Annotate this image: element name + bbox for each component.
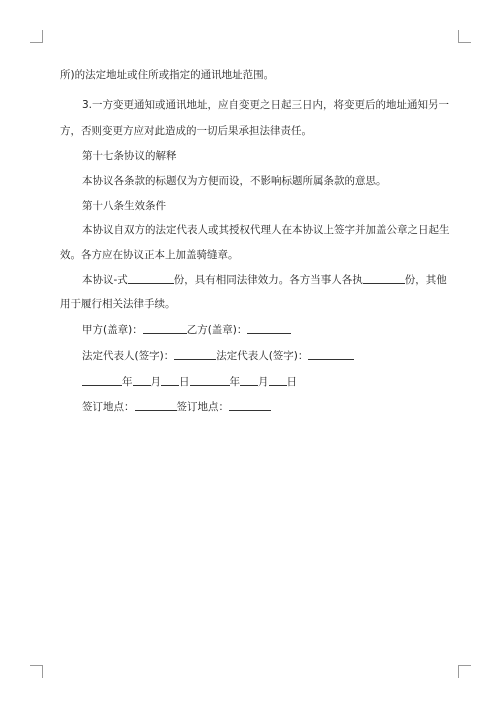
signing-place-line [82, 400, 271, 414]
month-label: 月 [258, 376, 269, 388]
rep-b-label: 法定代表人(签字)： [216, 350, 309, 362]
copies-each-blank [363, 273, 405, 284]
representative-line [82, 349, 354, 363]
text-line: 本协议各条款的标题仅为方便而设，不影响标题所属条款的意思。 [82, 175, 387, 187]
party-a-seal-blank [143, 323, 187, 334]
seal-line [82, 323, 291, 337]
party-b-seal-blank [247, 323, 291, 334]
date-line [82, 375, 297, 389]
page-corner-mark-bottom-left [30, 665, 43, 678]
party-a-seal-label: 甲方(盖章)： [82, 324, 143, 336]
text-line: 方，否则变更方应对此造成的一切后果承担法律责任。 [60, 125, 312, 137]
year-a-blank [82, 375, 122, 386]
copies-text-1: 本协议-式 [82, 274, 128, 286]
rep-a-blank [174, 349, 216, 360]
copies-text-3: 份，其他 [404, 274, 447, 286]
year-b-blank [190, 375, 230, 386]
text-line: 本协议自双方的法定代表人或其授权代理人在本协议上签字并加盖公章之日起生 [82, 224, 450, 236]
text-line: 所)的法定地址或住所或指定的通讯地址范围。 [60, 69, 275, 81]
day-b-blank [269, 375, 287, 386]
year-label: 年 [122, 376, 133, 388]
month-a-blank [133, 375, 151, 386]
copies-text-2: 份，具有相同法律效力。各方当事人各执 [173, 274, 363, 286]
text-line: 用于履行相关法律手续。 [60, 298, 176, 310]
page-corner-mark-top-left [30, 30, 43, 43]
day-label: 日 [179, 376, 190, 388]
month-label: 月 [150, 376, 161, 388]
page-corner-mark-top-right [458, 30, 471, 43]
text-line: 3.一方变更通知或通讯地址，应自变更之日起三日内，将变更后的地址通知另一 [82, 99, 450, 111]
copies-total-blank [128, 273, 174, 284]
party-b-seal-label: 乙方(盖章)： [186, 324, 248, 336]
section-heading-18: 第十八条生效条件 [82, 200, 166, 212]
place-a-blank [135, 400, 177, 411]
place-a-label: 签订地点： [82, 401, 135, 413]
place-b-blank [229, 400, 271, 411]
day-label: 日 [286, 376, 297, 388]
rep-b-blank [308, 349, 354, 360]
page-corner-mark-bottom-right [458, 665, 471, 678]
month-b-blank [240, 375, 258, 386]
rep-a-label: 法定代表人(签字)： [82, 350, 175, 362]
day-a-blank [161, 375, 179, 386]
copies-clause [82, 273, 447, 287]
place-b-label: 签订地点： [176, 401, 229, 413]
year-label: 年 [229, 376, 240, 388]
text-line: 效。各方应在协议正本上加盖骑缝章。 [60, 249, 239, 261]
section-heading-17: 第十七条协议的解释 [82, 150, 177, 162]
